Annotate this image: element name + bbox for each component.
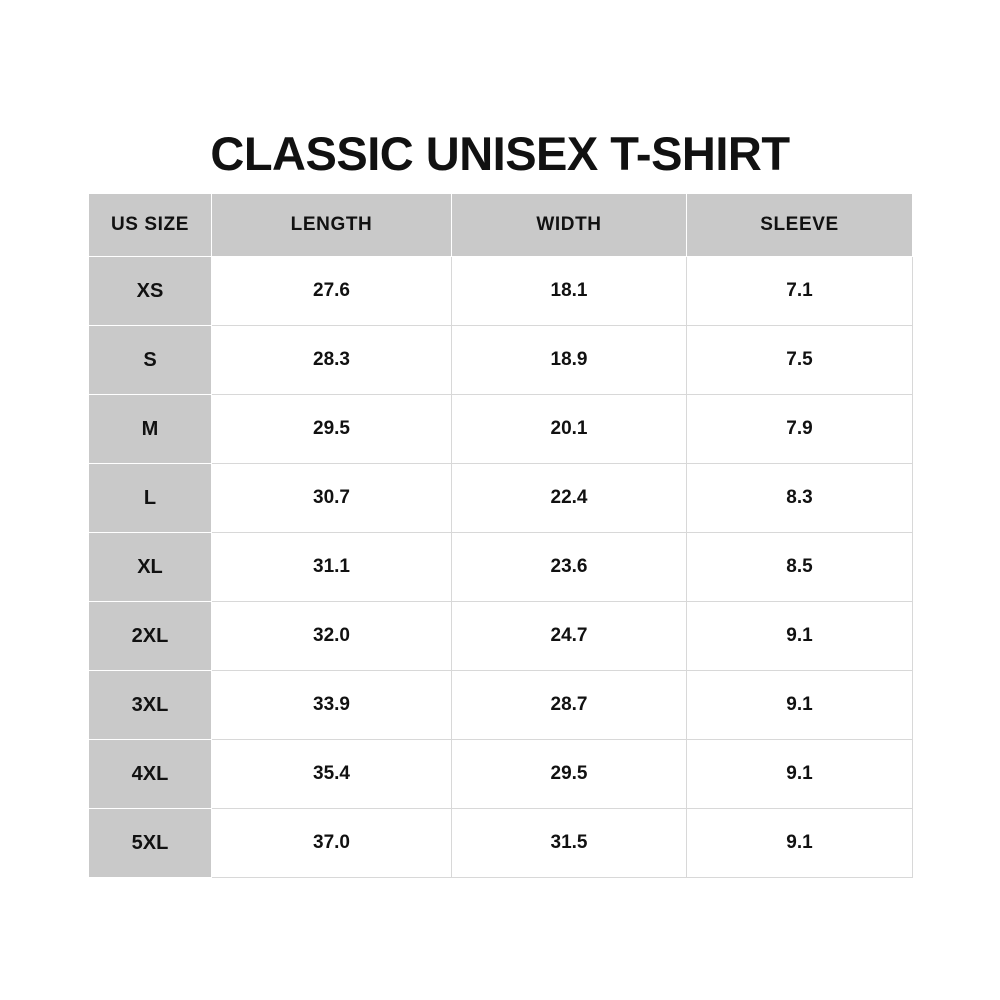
cell-length: 29.5 — [212, 395, 452, 464]
cell-sleeve: 9.1 — [687, 809, 913, 878]
cell-width: 18.1 — [452, 257, 687, 326]
table-body — [89, 257, 913, 878]
cell-width: 20.1 — [452, 395, 687, 464]
size-chart-table-container — [88, 193, 912, 878]
cell-size: 2XL — [89, 602, 212, 671]
table-row — [89, 326, 913, 395]
table-row — [89, 395, 913, 464]
cell-width: 31.5 — [452, 809, 687, 878]
cell-size: S — [89, 326, 212, 395]
column-header-sleeve: SLEEVE — [687, 194, 913, 257]
cell-sleeve: 9.1 — [687, 740, 913, 809]
cell-size: 3XL — [89, 671, 212, 740]
cell-sleeve: 9.1 — [687, 602, 913, 671]
cell-length: 30.7 — [212, 464, 452, 533]
cell-sleeve: 8.5 — [687, 533, 913, 602]
cell-sleeve: 7.9 — [687, 395, 913, 464]
cell-width: 28.7 — [452, 671, 687, 740]
table-header-row — [89, 194, 913, 257]
table-row — [89, 602, 913, 671]
cell-sleeve: 8.3 — [687, 464, 913, 533]
cell-length: 32.0 — [212, 602, 452, 671]
cell-sleeve: 9.1 — [687, 671, 913, 740]
cell-size: XL — [89, 533, 212, 602]
cell-width: 22.4 — [452, 464, 687, 533]
cell-length: 33.9 — [212, 671, 452, 740]
cell-length: 31.1 — [212, 533, 452, 602]
column-header-width: WIDTH — [452, 194, 687, 257]
page-title: CLASSIC UNISEX T-SHIRT — [210, 127, 790, 180]
cell-size: 5XL — [89, 809, 212, 878]
table-row — [89, 464, 913, 533]
cell-width: 24.7 — [452, 602, 687, 671]
cell-width: 18.9 — [452, 326, 687, 395]
table-row — [89, 533, 913, 602]
column-header-us-size: US SIZE — [89, 194, 212, 257]
cell-length: 35.4 — [212, 740, 452, 809]
cell-sleeve: 7.5 — [687, 326, 913, 395]
table-row — [89, 257, 913, 326]
size-chart-table — [88, 193, 913, 878]
cell-length: 28.3 — [212, 326, 452, 395]
cell-sleeve: 7.1 — [687, 257, 913, 326]
table-header — [89, 194, 913, 257]
table-row — [89, 671, 913, 740]
cell-size: 4XL — [89, 740, 212, 809]
column-header-length: LENGTH — [212, 194, 452, 257]
cell-length: 27.6 — [212, 257, 452, 326]
cell-width: 29.5 — [452, 740, 687, 809]
cell-size: XS — [89, 257, 212, 326]
cell-width: 23.6 — [452, 533, 687, 602]
table-row — [89, 740, 913, 809]
cell-size: L — [89, 464, 212, 533]
cell-size: M — [89, 395, 212, 464]
table-row — [89, 809, 913, 878]
cell-length: 37.0 — [212, 809, 452, 878]
